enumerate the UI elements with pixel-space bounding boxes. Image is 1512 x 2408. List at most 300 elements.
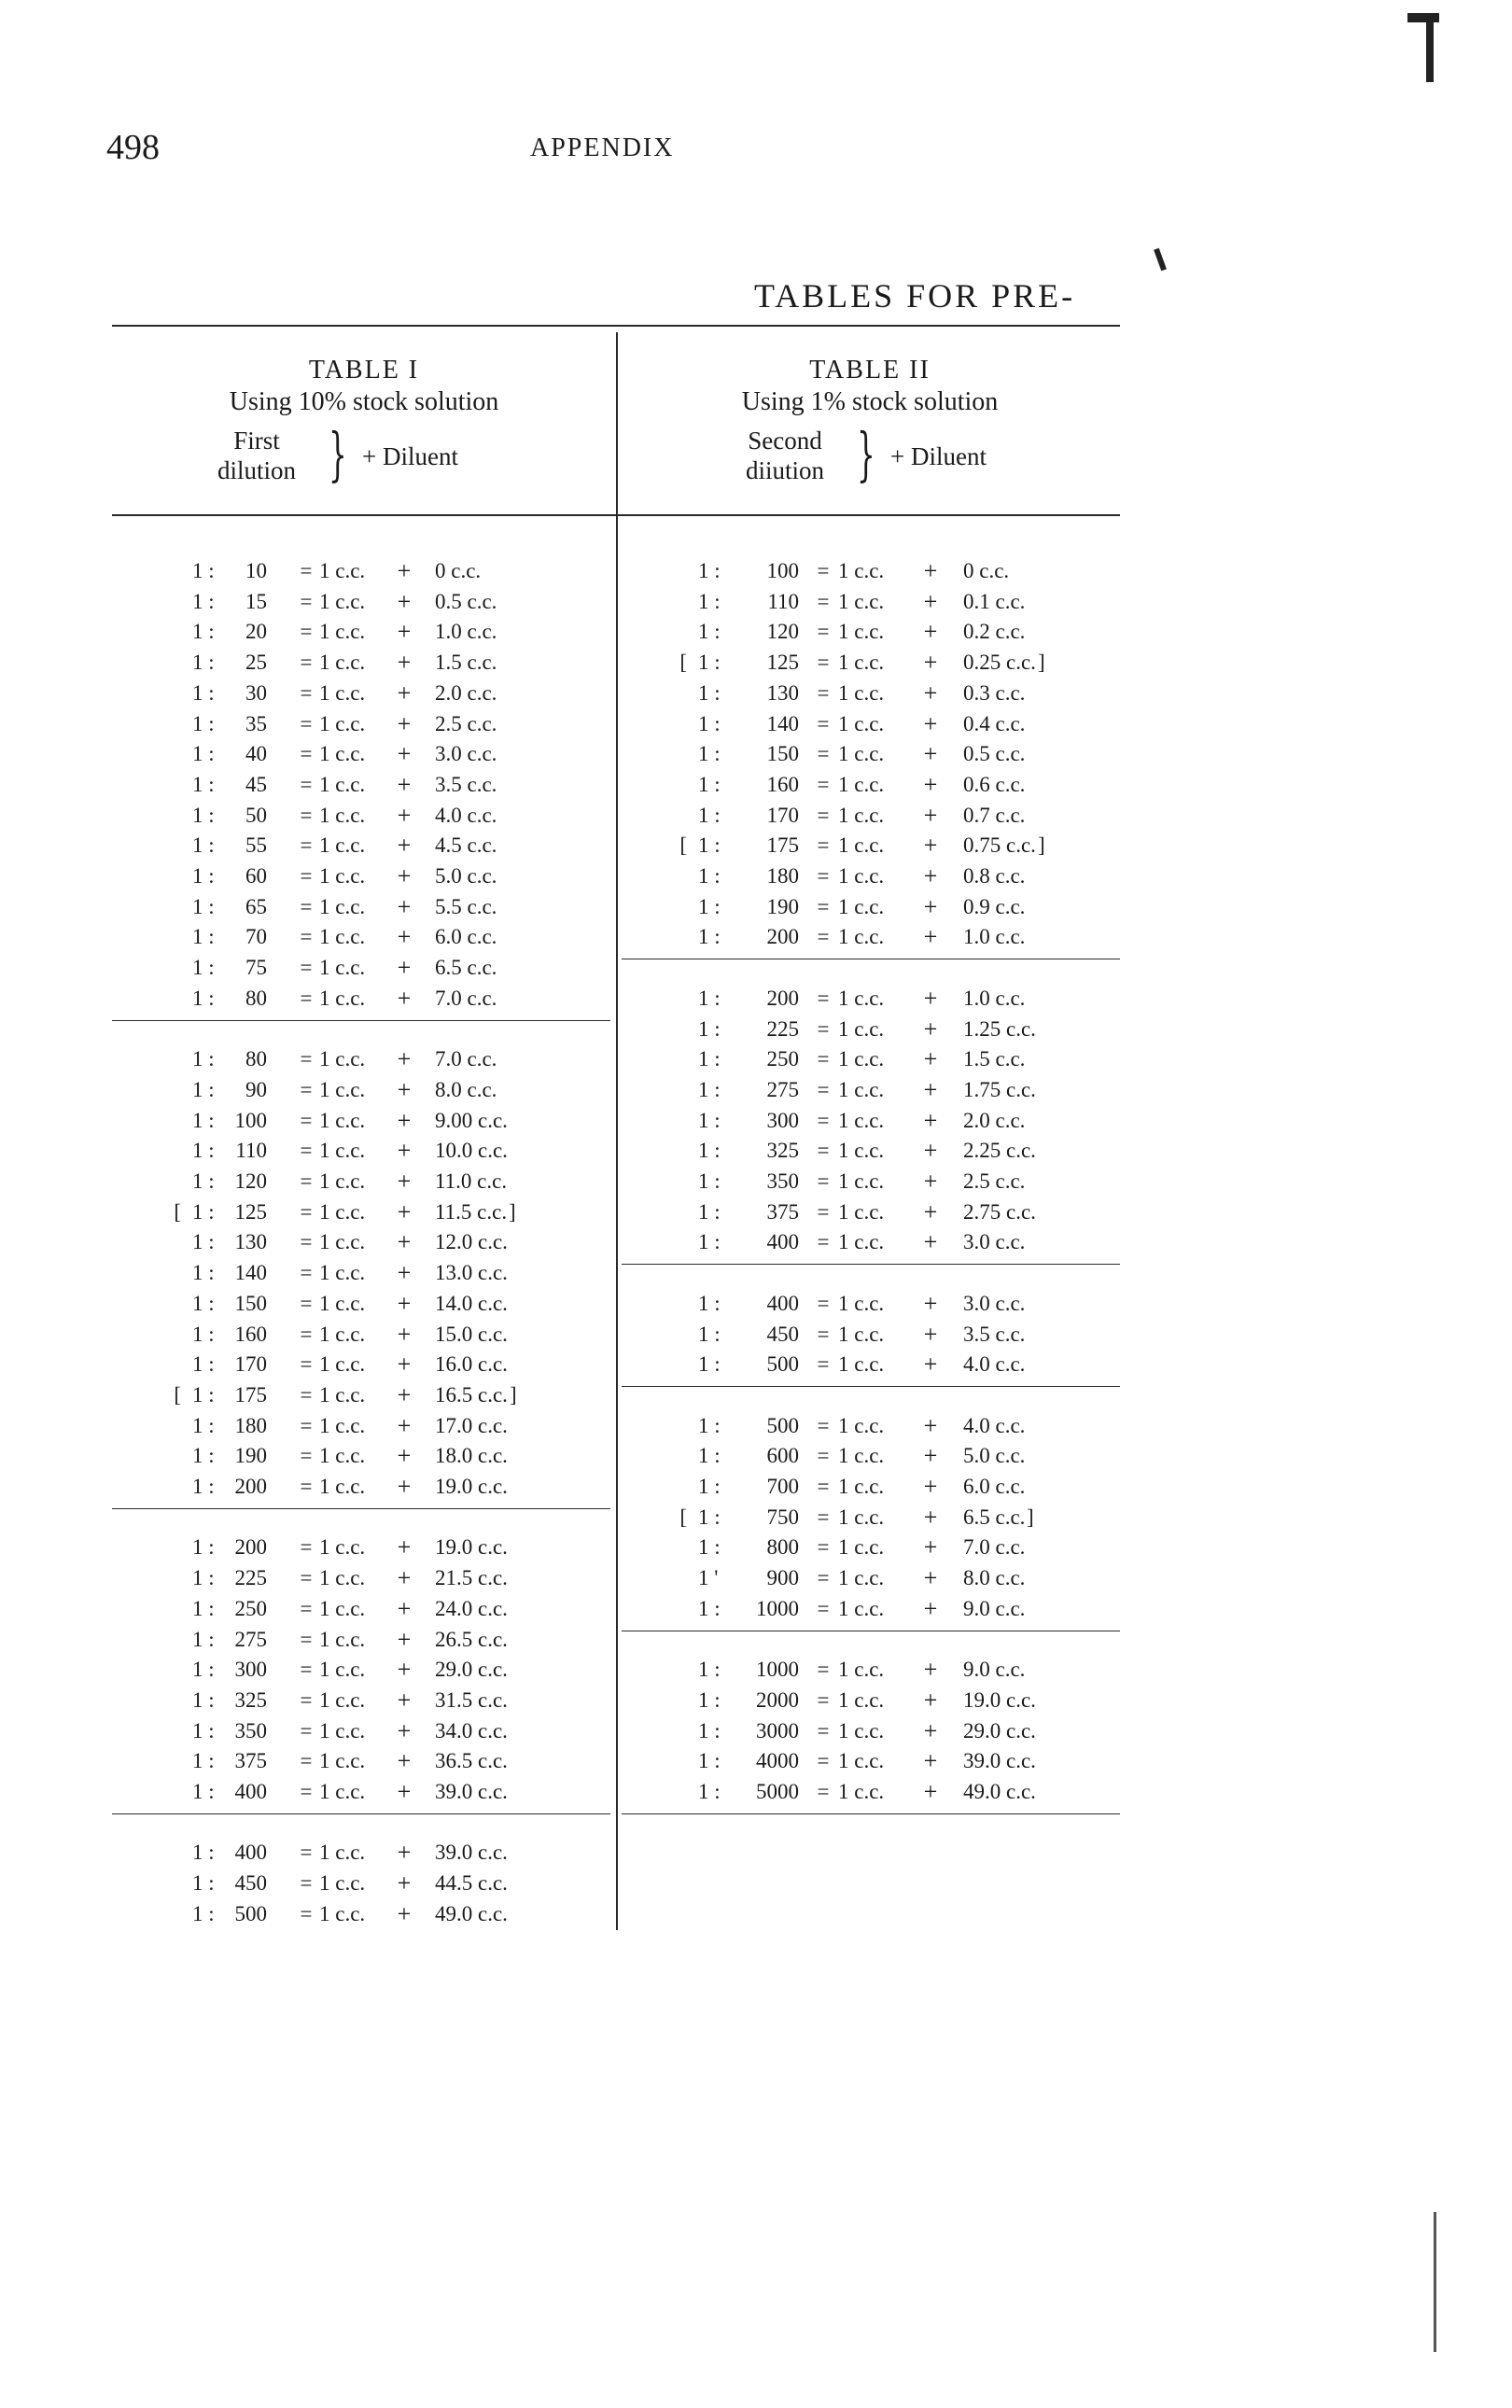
table-row (0, 1655, 1512, 1685)
ratio-value: 190 (234, 1444, 267, 1468)
diluent-volume: 0.5 c.c. (963, 742, 1026, 766)
stock-volume: 1 c.c. (838, 1016, 885, 1041)
ratio-value: 1000 (756, 1658, 799, 1682)
plus-sign: + (923, 1747, 938, 1775)
ratio-prefix: 1 : (192, 1627, 215, 1651)
ratio-value: 90 (245, 1077, 267, 1101)
ratio-value: 160 (766, 772, 799, 796)
diluent-volume: 31.5 c.c. (435, 1687, 508, 1712)
diluent-volume: 19.0 c.c. (435, 1535, 508, 1560)
ratio-prefix: 1 : (698, 833, 721, 858)
bracket-close: ] (509, 1199, 516, 1224)
diluent-volume: 1.5 c.c. (963, 1047, 1026, 1071)
table-row (0, 1136, 1512, 1166)
stock-volume: 1 c.c. (838, 1749, 885, 1773)
plus-sign: + (923, 1168, 938, 1195)
plus-sign: + (923, 1656, 938, 1684)
diluent-volume: 1.5 c.c. (435, 651, 497, 675)
equals-sign: = (817, 1687, 830, 1712)
plus-sign: + (397, 954, 412, 982)
table-1-title: TABLE I (308, 356, 420, 385)
ratio-prefix: 1 : (192, 559, 215, 582)
ratio-prefix: 1 : (192, 864, 215, 888)
table-row (0, 1746, 1512, 1776)
table-row (0, 831, 1512, 861)
equals-sign: = (817, 651, 830, 675)
ratio-prefix: 1 : (698, 1475, 721, 1498)
stock-volume: 1 c.c. (319, 1871, 366, 1896)
stock-volume: 1 c.c. (838, 1108, 885, 1132)
ratio-value: 80 (245, 1047, 267, 1071)
table-2-header (618, 355, 1122, 495)
plus-sign: + (397, 1625, 412, 1653)
ratio-prefix: 1 : (698, 1535, 721, 1560)
plus-sign: + (397, 770, 412, 798)
ratio-value: 200 (766, 925, 799, 949)
ratio-value: 160 (234, 1322, 267, 1346)
ratio-prefix: 1 : (192, 1596, 215, 1620)
stock-volume: 1 c.c. (319, 1901, 366, 1925)
plus-sign: + (923, 1351, 938, 1379)
stock-volume: 1 c.c. (319, 651, 366, 675)
table-row (0, 801, 1512, 831)
plus-sign: + (397, 1747, 412, 1775)
ratio-value: 400 (766, 1230, 799, 1254)
ratio-value: 225 (766, 1016, 799, 1041)
equals-sign: = (817, 1077, 830, 1101)
equals-sign: = (817, 1108, 830, 1132)
equals-sign: = (300, 1382, 313, 1407)
ratio-value: 175 (766, 833, 799, 858)
equals-sign: = (300, 1261, 313, 1285)
ratio-prefix: 1 : (698, 864, 721, 888)
plus-sign: + (923, 1564, 938, 1592)
equals-sign: = (817, 1535, 830, 1560)
table-row (0, 1441, 1512, 1471)
plus-sign: + (923, 1716, 938, 1744)
ratio-value: 200 (234, 1475, 267, 1498)
stock-volume: 1 c.c. (838, 742, 885, 766)
stock-volume: 1 c.c. (319, 833, 366, 858)
brace-icon: } (329, 420, 347, 488)
table-row (0, 1563, 1512, 1593)
stock-volume: 1 c.c. (838, 864, 885, 888)
diluent-volume: 39.0 c.c. (435, 1841, 508, 1865)
equals-sign: = (300, 1627, 313, 1651)
ratio-prefix: 1 : (698, 772, 721, 796)
ratio-prefix: 1 : (698, 1139, 721, 1163)
stock-volume: 1 c.c. (319, 1718, 366, 1743)
equals-sign: = (817, 803, 830, 827)
diluent-volume: 0.3 c.c. (963, 680, 1026, 705)
diluent-volume: 1.0 c.c. (435, 620, 497, 644)
stock-volume: 1 c.c. (319, 956, 366, 980)
ratio-prefix: 1 : (698, 1505, 721, 1529)
equals-sign: = (300, 1871, 313, 1896)
stock-volume: 1 c.c. (838, 1047, 885, 1071)
ratio-value: 175 (234, 1382, 267, 1407)
equals-sign: = (817, 1475, 830, 1498)
table-row (0, 1015, 1512, 1044)
ratio-value: 110 (235, 1139, 267, 1163)
ratio-prefix: 1 : (192, 772, 215, 796)
plus-sign: + (923, 1411, 938, 1439)
ratio-value: 200 (766, 986, 799, 1010)
plus-sign: + (397, 1197, 412, 1225)
diluent-volume: 0.1 c.c. (963, 589, 1026, 613)
ratio-prefix: 1 : (698, 1322, 721, 1346)
ratio-value: 1000 (756, 1596, 799, 1620)
ratio-prefix: 1 : (192, 742, 215, 766)
plus-sign: + (397, 1656, 412, 1684)
table-row (0, 679, 1512, 708)
table-row (0, 1289, 1512, 1319)
ratio-value: 200 (234, 1535, 267, 1560)
diluent-volume: 5.0 c.c. (435, 864, 497, 888)
page-edge-mark (1426, 13, 1434, 82)
table-1-dilution-label-line2: dilution (217, 456, 296, 484)
ratio-value: 2000 (756, 1687, 799, 1712)
ratio-value: 275 (766, 1077, 799, 1101)
bracket-close: ] (1027, 1505, 1034, 1529)
equals-sign: = (300, 864, 313, 888)
equals-sign: = (300, 1687, 313, 1712)
stock-volume: 1 c.c. (319, 986, 366, 1010)
plus-sign: + (923, 618, 938, 646)
equals-sign: = (300, 1566, 313, 1590)
plus-sign: + (397, 618, 412, 646)
stock-volume: 1 c.c. (838, 1718, 885, 1743)
table-row (0, 1533, 1512, 1562)
group-rule (622, 1386, 1120, 1387)
equals-sign: = (817, 1505, 830, 1529)
equals-sign: = (300, 772, 313, 796)
ratio-prefix: 1 : (192, 1718, 215, 1743)
stock-volume: 1 c.c. (838, 1139, 885, 1163)
equals-sign: = (817, 894, 830, 918)
table-row (0, 1350, 1512, 1379)
table-2-dilution-label-line1: Second (748, 427, 822, 455)
stock-volume: 1 c.c. (319, 1535, 366, 1560)
equals-sign: = (817, 1658, 830, 1682)
table-row (0, 1838, 1512, 1868)
ratio-value: 375 (766, 1199, 799, 1224)
plus-sign: + (923, 679, 938, 707)
group-rule (622, 1264, 1120, 1265)
equals-sign: = (300, 925, 313, 949)
diluent-volume: 9.0 c.c. (963, 1596, 1026, 1620)
equals-sign: = (817, 1780, 830, 1803)
diluent-volume: 4.0 c.c. (963, 1413, 1026, 1437)
diluent-volume: 4.0 c.c. (963, 1352, 1026, 1377)
table-row (0, 617, 1512, 647)
ratio-value: 300 (234, 1658, 267, 1682)
table-row (0, 1258, 1512, 1288)
equals-sign: = (300, 1444, 313, 1468)
plus-sign: + (923, 1594, 938, 1622)
equals-sign: = (300, 1352, 313, 1377)
table-row (0, 1075, 1512, 1105)
equals-sign: = (817, 1718, 830, 1743)
diluent-volume: 0 c.c. (963, 559, 1010, 582)
stock-volume: 1 c.c. (319, 1780, 366, 1803)
diluent-volume: 19.0 c.c. (963, 1687, 1036, 1712)
ratio-prefix: 1 : (192, 1108, 215, 1132)
plus-sign: + (397, 740, 412, 768)
diluent-volume: 2.75 c.c. (963, 1199, 1036, 1224)
equals-sign: = (300, 1230, 313, 1254)
equals-sign: = (817, 1291, 830, 1315)
ratio-prefix: 1 : (192, 986, 215, 1010)
stock-volume: 1 c.c. (319, 1077, 366, 1101)
plus-sign: + (397, 1228, 412, 1256)
diluent-volume: 6.5 c.c. (963, 1505, 1026, 1529)
stock-volume: 1 c.c. (838, 1230, 885, 1254)
equals-sign: = (817, 1199, 830, 1224)
ratio-prefix: 1 : (192, 1413, 215, 1437)
plus-sign: + (923, 1442, 938, 1470)
stock-volume: 1 c.c. (319, 1352, 366, 1377)
equals-sign: = (300, 1780, 313, 1803)
table-1-dilution-label (205, 426, 308, 485)
diluent-volume: 44.5 c.c. (435, 1871, 508, 1896)
equals-sign: = (300, 1413, 313, 1437)
table-2-dilution-label (734, 426, 836, 485)
diluent-volume: 0.25 c.c. (963, 651, 1036, 675)
diluent-volume: 1.25 c.c. (963, 1016, 1036, 1041)
ratio-prefix: 1 : (698, 1199, 721, 1224)
table-row (0, 587, 1512, 617)
stock-volume: 1 c.c. (319, 680, 366, 705)
stock-volume: 1 c.c. (838, 620, 885, 644)
ratio-value: 500 (766, 1352, 799, 1377)
ratio-prefix: 1 : (192, 1291, 215, 1315)
ratio-value: 100 (766, 559, 799, 582)
equals-sign: = (817, 1047, 830, 1071)
ratio-value: 170 (766, 803, 799, 827)
stock-volume: 1 c.c. (838, 986, 885, 1010)
equals-sign: = (817, 1444, 830, 1468)
diluent-volume: 2.0 c.c. (963, 1108, 1026, 1132)
equals-sign: = (300, 1047, 313, 1071)
ratio-prefix: 1 : (192, 1658, 215, 1682)
ratio-prefix: 1 : (192, 803, 215, 827)
plus-sign: + (923, 1228, 938, 1256)
equals-sign: = (300, 651, 313, 675)
equals-sign: = (300, 1077, 313, 1101)
table-row (0, 984, 1512, 1014)
ratio-value: 750 (766, 1505, 799, 1529)
equals-sign: = (817, 1139, 830, 1163)
ratio-value: 110 (767, 589, 799, 613)
ratio-value: 150 (234, 1291, 267, 1315)
top-rule (112, 325, 1120, 327)
ratio-value: 250 (766, 1047, 799, 1071)
stock-volume: 1 c.c. (838, 1658, 885, 1682)
ratio-value: 20 (245, 620, 267, 644)
ratio-prefix: 1 : (698, 680, 721, 705)
stock-volume: 1 c.c. (319, 772, 366, 796)
plus-sign: + (397, 1686, 412, 1714)
equals-sign: = (300, 1291, 313, 1315)
brace-icon: } (857, 420, 875, 488)
ratio-prefix: 1 : (698, 1230, 721, 1254)
ratio-prefix: 1 : (698, 651, 721, 675)
diluent-volume: 0 c.c. (435, 559, 482, 582)
diluent-volume: 12.0 c.c. (435, 1230, 508, 1254)
diluent-volume: 8.0 c.c. (435, 1077, 497, 1101)
stock-volume: 1 c.c. (319, 742, 366, 766)
equals-sign: = (300, 589, 313, 613)
ratio-prefix: 1 : (192, 651, 215, 675)
plus-sign: + (397, 801, 412, 829)
stock-volume: 1 c.c. (319, 1230, 366, 1254)
plus-sign: + (397, 1168, 412, 1195)
stock-volume: 1 c.c. (838, 1687, 885, 1712)
equals-sign: = (300, 833, 313, 858)
ratio-prefix: 1 : (192, 1322, 215, 1346)
diluent-volume: 6.5 c.c. (435, 956, 497, 980)
stock-volume: 1 c.c. (838, 1352, 885, 1377)
table-row (0, 1716, 1512, 1746)
equals-sign: = (817, 1352, 830, 1377)
stock-volume: 1 c.c. (319, 589, 366, 613)
page-edge-mark (1154, 248, 1167, 272)
page-number: 498 (106, 128, 160, 167)
ratio-prefix: 1 : (192, 1261, 215, 1285)
ratio-prefix: 1 : (698, 1291, 721, 1315)
ratio-value: 900 (766, 1566, 799, 1590)
diluent-volume: 0.75 c.c. (963, 833, 1036, 858)
stock-volume: 1 c.c. (319, 1322, 366, 1346)
ratio-value: 4000 (756, 1749, 799, 1773)
equals-sign: = (300, 1108, 313, 1132)
ratio-value: 180 (766, 864, 799, 888)
ratio-prefix: 1 : (192, 1047, 215, 1071)
stock-volume: 1 c.c. (838, 833, 885, 858)
diluent-volume: 2.5 c.c. (435, 711, 497, 735)
table-row (0, 861, 1512, 891)
stock-volume: 1 c.c. (319, 711, 366, 735)
diluent-volume: 3.0 c.c. (963, 1291, 1026, 1315)
stock-volume: 1 c.c. (319, 1291, 366, 1315)
ratio-value: 350 (234, 1718, 267, 1743)
stock-volume: 1 c.c. (319, 1108, 366, 1132)
ratio-prefix: 1 : (698, 1352, 721, 1377)
equals-sign: = (817, 742, 830, 766)
equals-sign: = (300, 1658, 313, 1682)
plus-sign: + (397, 832, 412, 860)
diluent-volume: 0.6 c.c. (963, 772, 1026, 796)
diluent-volume: 39.0 c.c. (435, 1780, 508, 1803)
diluent-volume: 11.5 c.c. (435, 1199, 508, 1224)
table-2-dilution-heading (618, 420, 1122, 495)
diluent-volume: 2.25 c.c. (963, 1139, 1036, 1163)
ratio-prefix: 1 : (698, 1749, 721, 1773)
stock-volume: 1 c.c. (319, 1658, 366, 1682)
bracket-open: [ (679, 651, 687, 675)
ratio-value: 400 (234, 1841, 267, 1865)
diluent-volume: 1.75 c.c. (963, 1077, 1036, 1101)
equals-sign: = (817, 864, 830, 888)
ratio-value: 140 (766, 711, 799, 735)
ratio-prefix: 1 : (698, 1047, 721, 1071)
stock-volume: 1 c.c. (838, 1535, 885, 1560)
diluent-volume: 4.0 c.c. (435, 803, 497, 827)
diluent-volume: 21.5 c.c. (435, 1566, 508, 1590)
ratio-prefix: 1 : (698, 1077, 721, 1101)
ratio-prefix: 1 : (698, 1016, 721, 1041)
ratio-prefix: 1 : (698, 620, 721, 644)
ratio-value: 500 (766, 1413, 799, 1437)
stock-volume: 1 c.c. (838, 1566, 885, 1590)
ratio-prefix: 1 : (192, 680, 215, 705)
ratio-prefix: 1 : (192, 1871, 215, 1896)
ratio-value: 125 (766, 651, 799, 675)
plus-sign: + (923, 1778, 938, 1805)
bracket-close: ] (1038, 833, 1045, 858)
ratio-prefix: 1 : (698, 1658, 721, 1682)
stock-volume: 1 c.c. (319, 1841, 366, 1865)
diluent-volume: 17.0 c.c. (435, 1413, 508, 1437)
table-2-diluent-label: + Diluent (890, 442, 987, 470)
ratio-value: 600 (766, 1444, 799, 1468)
plus-sign: + (397, 1351, 412, 1379)
equals-sign: = (817, 1169, 830, 1193)
stock-volume: 1 c.c. (838, 1444, 885, 1468)
equals-sign: = (300, 711, 313, 735)
plus-sign: + (923, 892, 938, 920)
equals-sign: = (300, 1841, 313, 1865)
group-rule (622, 1813, 1120, 1814)
equals-sign: = (300, 1596, 313, 1620)
plus-sign: + (397, 923, 412, 951)
plus-sign: + (397, 1869, 412, 1897)
stock-volume: 1 c.c. (319, 1749, 366, 1773)
diluent-volume: 6.0 c.c. (435, 925, 497, 949)
ratio-value: 325 (766, 1139, 799, 1163)
plus-sign: + (397, 1045, 412, 1073)
plus-sign: + (923, 1045, 938, 1073)
ratio-prefix: 1 : (698, 1169, 721, 1193)
ratio-prefix: 1 : (192, 1230, 215, 1254)
stock-volume: 1 c.c. (319, 1139, 366, 1163)
ratio-prefix: 1 : (192, 833, 215, 858)
ratio-value: 350 (766, 1169, 799, 1193)
table-row (0, 770, 1512, 800)
ratio-value: 700 (766, 1475, 799, 1498)
plus-sign: + (397, 679, 412, 707)
plus-sign: + (923, 709, 938, 737)
ratio-prefix: 1 : (192, 1382, 215, 1407)
diluent-volume: 49.0 c.c. (963, 1780, 1036, 1803)
stock-volume: 1 c.c. (838, 772, 885, 796)
stock-volume: 1 c.c. (838, 803, 885, 827)
diluent-volume: 10.0 c.c. (435, 1139, 508, 1163)
bracket-close: ] (510, 1382, 517, 1407)
stock-volume: 1 c.c. (319, 864, 366, 888)
stock-volume: 1 c.c. (319, 894, 366, 918)
table-2-title: TABLE II (809, 356, 931, 385)
stock-volume: 1 c.c. (838, 1291, 885, 1315)
plus-sign: + (923, 1289, 938, 1317)
equals-sign: = (300, 680, 313, 705)
ratio-prefix: 1 : (192, 620, 215, 644)
stock-volume: 1 c.c. (838, 711, 885, 735)
ratio-value: 70 (245, 925, 267, 949)
equals-sign: = (300, 1749, 313, 1773)
plus-sign: + (397, 1716, 412, 1744)
